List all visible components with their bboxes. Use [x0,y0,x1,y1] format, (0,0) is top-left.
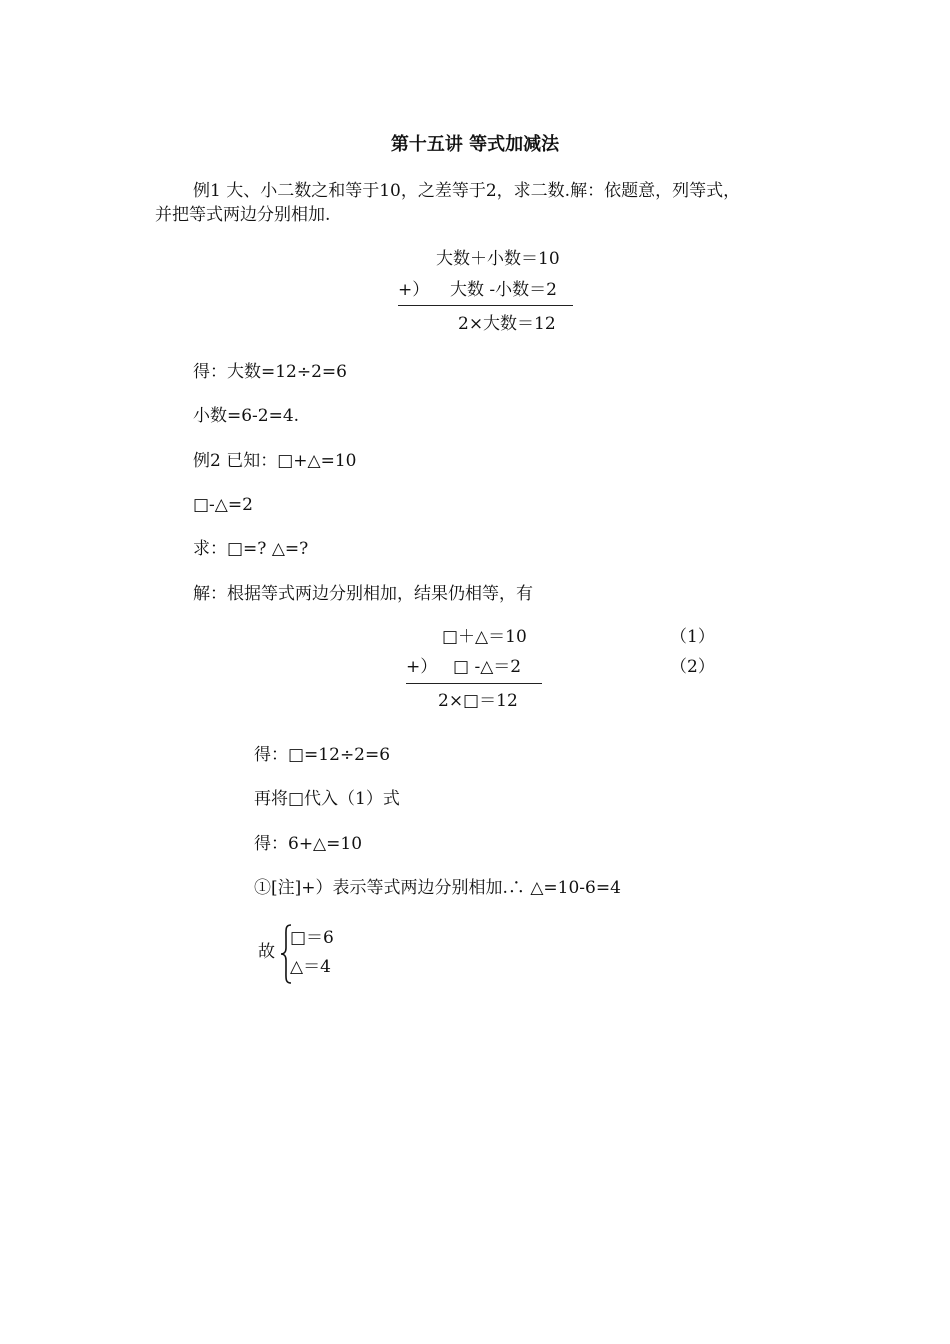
example2-step1: 得：□=12÷2=6 [254,745,391,765]
example1-equation-result: 2×大数＝12 [458,314,556,334]
example2-sum-line [406,683,542,684]
example1-statement-line2: 并把等式两边分别相加. [155,205,331,225]
example2-equation-tag1: （1） [670,627,715,647]
example2-equation-row2: □ -△＝2 [453,657,522,677]
example1-equation-row1: 大数＋小数＝10 [436,249,560,269]
example2-plus-sign: +） [406,657,438,677]
example1-statement-line1: 例1 大、小二数之和等于10，之差等于2，求二数.解：依题意，列等式， [193,181,741,201]
conclusion-triangle: △＝4 [290,957,331,977]
example1-equation-row2: 大数 -小数＝2 [450,280,557,300]
example2-given2: □-△=2 [193,495,253,515]
example1-result-small: 小数=6-2=4. [193,406,300,426]
example1-sum-line [398,305,573,306]
example2-solution-intro: 解：根据等式两边分别相加，结果仍相等，有 [193,584,533,604]
example2-note: ①[注]+）表示等式两边分别相加.∴ △=10-6=4 [254,878,621,898]
example2-question: 求：□=? △=? [193,539,309,559]
page-title: 第十五讲 等式加减法 [390,134,560,155]
example2-step3: 得：6+△=10 [254,834,363,854]
example2-equation-result: 2×□＝12 [438,691,518,711]
conclusion-label: 故 [258,942,275,962]
conclusion-square: □＝6 [290,928,334,948]
example2-step2: 再将□代入（1）式 [254,789,400,809]
example2-equation-row1: □＋△＝10 [442,627,527,647]
example2-given1: 例2 已知：□+△=10 [193,451,357,471]
example1-result-large: 得：大数=12÷2=6 [193,362,347,382]
example2-equation-tag2: （2） [670,657,715,677]
example1-plus-sign: +） [398,280,430,300]
